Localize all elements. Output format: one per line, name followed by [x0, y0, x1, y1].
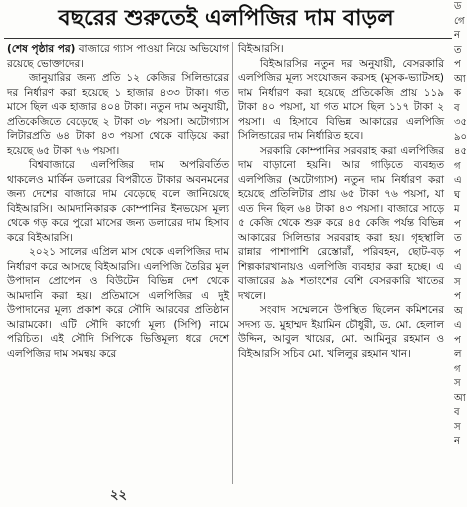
fragment-line: গ [454, 363, 461, 375]
fragment-line: প [454, 59, 461, 70]
fragment-line: এ [454, 262, 462, 273]
fragment-line: প [454, 247, 461, 259]
headline-rule [4, 38, 452, 39]
fragment-line: প [454, 291, 461, 302]
fragment-line: ব [454, 407, 460, 418]
paragraph: সংবাদ সম্মেলনে উপস্থিত ছিলেন কমিশনের সদস্য ড. মুহাম্মদ ইয়ামিন চৌধুরী, ড. মো. হেলাল উদ্দিন, আবুল খায়ের, মো. আমিনুর রহমান ও বিইআরসি সচিব মো. খলিলুর রহমান খান। [238, 304, 444, 360]
adjacent-column-fragment [454, 0, 467, 496]
fragment-line: ৩৫ [454, 117, 467, 128]
fragment-line: অ [454, 305, 463, 317]
fragment-line: ড [454, 1, 462, 12]
paragraph [7, 42, 229, 71]
fragment-line: আ [454, 73, 466, 85]
fragment-line: প [454, 334, 461, 346]
paragraph-text: বাজারে গ্যাস পাওয়া নিয়ে অভিযোগ রয়েছে ভোক্তাদের। [7, 43, 229, 70]
fragment-line: ত [454, 44, 462, 56]
fragment-line: ম [454, 204, 460, 215]
fragment-line: ৪৫ [454, 146, 467, 157]
fragment-line: স [454, 276, 461, 288]
paragraph: ২০২১ সালের এপ্রিল মাস থেকে এলপিজির দাম নির্ধারণ করে আসছে বিইআরসি। এলপিজি তৈরির মূল উপাদান প্রোপেন ও বিউটেন বিভিন্ন দেশ থেকে আমদানি করা হয়। প্রতিমাসে এলপিজির এ দুই উপাদানের মূল্য প্রকাশ করে সৌদি আরবের প্রতিষ্ঠান আরামকো। এটি সৌদি কার্গো মূল্য (সিপি) নামে পরিচিত। এই সৌদি সিপিকে ভিত্তিমূল্য ধরে দেশে এলপিজির দাম সমন্বয় করে [7, 246, 229, 360]
left-column [7, 42, 229, 361]
fragment-line: গে [454, 15, 465, 27]
fragment-line: ল [454, 349, 462, 360]
fragment-line: ক [454, 88, 461, 99]
fragment-line: ব [454, 102, 460, 114]
fragment-line: এ [454, 175, 462, 186]
fragment-line: প [454, 218, 461, 230]
fragment-line: ন [454, 30, 460, 41]
paragraph: বিইআরসি। [238, 43, 284, 55]
fragment-line: এ [454, 320, 462, 331]
fragment-line: ঘ [454, 189, 461, 201]
fragment-line: ৯০ [454, 131, 467, 143]
fragment-line: ত [454, 233, 462, 244]
paragraph: বিইআরসির নতুন দর অনুযায়ী, বেসরকারি এলপিজির মূল্য সংযোজন করসহ (মূসক-ভ্যাটসহ) দাম নির্ধারণ করা হয়েছে প্রতিকেজি প্রায় ১১৯ টাকা ৪০ পয়সা, যা গত মাসে ছিল ১১৭ টাকা ২ পয়সা। এ হিসাবে বিভিন্ন আকারের এলপিজি সিলিন্ডারের দাম নির্ধারিত হবে। [238, 57, 444, 142]
headline: বছরের শুরুতেই এলপিজির দাম বাড়ল [58, 6, 394, 31]
fragment-line: স [454, 378, 461, 389]
paragraph: সরকারি কোম্পানির সরবরাহ করা এলপিজির দাম বাড়ানো হয়নি। আর গাড়িতে ব্যবহৃত এলপিজির (অটোগ্যাস) নতুন দাম নির্ধারণ করা হয়েছে প্রতিলিটার প্রায় ৬৫ টাকা ৭৬ পয়সা, যা এত দিন ছিল ৬৪ টাকা ৪৩ পয়সা। বাজারে সাড়ে ৫ কেজি থেকে শুরু করে ৪৫ কেজি পর্যন্ত বিভিন্ন আকারের সিলিন্ডার সরবরাহ করা হয়। গৃহস্থালি রান্নার পাশাপাশি রেস্তোরাঁ, পরিবহন, ছোট-বড় শিল্পকারখানায়ও এলপিজি ব্যবহার করা হচ্ছে। এ বাজারের ৯৯ শতাংশের বেশি বেসরকারি খাতের দখলে। [238, 144, 444, 302]
fragment-line: গ [454, 160, 461, 172]
right-column [238, 42, 444, 361]
fragment-line: আ [454, 392, 466, 404]
paragraph: বিশ্ববাজারে এলপিজির দাম অপরিবর্তিত থাকলেও মার্কিন ডলারের বিপরীতে টাকার অবনমনের জন্য দেশের বাজারে দাম বেড়েছে বলে জানিয়েছে বিইআরসি। আমদানিকারক কোম্পানির ইনভয়েস মূল্য থেকে গড় করে পুরো মাসের জন্য ডলারের দাম হিসাব করে বিইআরসি। [7, 159, 229, 244]
fragment-line: ন [454, 436, 460, 447]
continued-label: (শেষ পৃষ্ঠার পর) [7, 43, 76, 55]
fragment-line: স [454, 421, 461, 433]
page-number-fragment: ২২ [110, 488, 127, 503]
column-divider [232, 42, 233, 484]
paragraph: জানুয়ারির জন্য প্রতি ১২ কেজির সিলিন্ডারের দর নির্ধারণ করা হয়েছে ১ হাজার ৪৩৩ টাকা। গত মাসে ছিল এক হাজার ৪০৪ টাকা। নতুন দাম অনুযায়ী, প্রতিকেজিতে বেড়েছে ২ টাকা ৩৮ পয়সা। অটোগ্যাস লিটারপ্রতি ৬৪ টাকা ৪৩ পয়সা থেকে বাড়িয়ে করা হয়েছে ৬৫ টাকা ৭৬ পয়সা। [7, 72, 229, 157]
